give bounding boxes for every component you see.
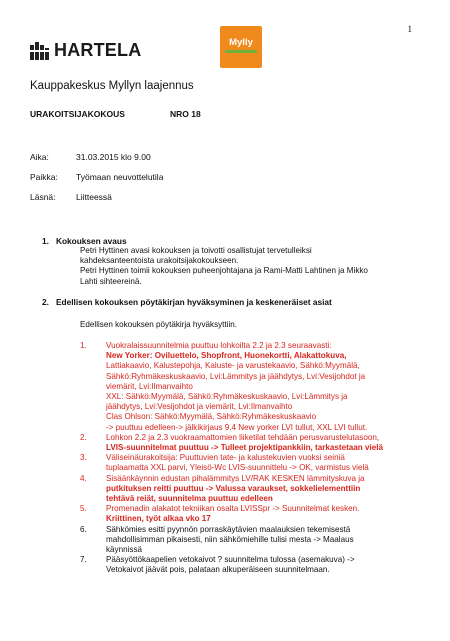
section-number: 2. (42, 297, 49, 307)
list-item: 7. Pääsyöttökaapelien vetokaivot ? suunnitelma tulossa (asemakuva) -> Vetokaivot jäävät pois, palataan alkuperäiseen suunnitelmaan. (80, 555, 355, 575)
page-number: 1 (407, 24, 412, 34)
text-line: Petri Hyttinen avasi kokouksen ja toivotti osallistujat tervetulleiksi (80, 246, 312, 255)
text-line: Lahti sihteereinä. (80, 276, 142, 286)
list-item: 5. Promenadin alakatot tekniikan osalta LVISSpr -> Suunnitelmat kesken. Kriittinen, työt alkaa vko 17 (80, 504, 360, 524)
list-item: 1. Vuokralaissuunnitelmia puuttuu lohkoilta 2.2 ja 2.3 seuraavasti: New Yorker: Oviluettelo, Shopfront, Huonekortti, Alakattokuva, Lattiakaavio, Kalustepohja, Kaluste- ja varustekaavio, Sähkö:Myymälä, Sähkö:Ryhmäkeskuskaavio, Lvi:Lämmitys ja jäähdytys, Lvi:Vesijohdot ja viemärit, Lvi:Ilmanvaihto XXL: Sähkö:Myymälä, Sähkö:Ryhmäkeskuskaavio, Lvi:Lämmitys ja jäähdytys, Lvi:Vesijohdot ja viemärit, Lvi:Ilmanvaihto Clas Ohlson: Sähkö:Myymälä, Sähkö:Ryhmäkeskuskaavio -> puuttuu edelleen-> jälkikirjaus 9.4 New yorker LVI tullut, XXL LVI tullut. (80, 341, 368, 432)
mylly-logo-text: Mylly (229, 37, 253, 48)
list-item: 2. Lohkon 2.2 ja 2.3 vuokraamattomien liiketilat tehdään perusvarustelutasoon, LVIS-suunnitelmat puuttuu -> Tulleet projektipankkiin, tarkastetaan vielä (80, 432, 383, 453)
section-2-intro: Edellisen kokouksen pöytäkirja hyväksyttiin. (80, 320, 238, 329)
meta-label: Paikka: (30, 172, 58, 182)
meta-value: 31.03.2015 klo 9.00 (76, 152, 151, 162)
meeting-number: NRO 18 (170, 109, 201, 119)
list-item: 3. Väliseinäurakoitsija: Puuttuvien tate- ja kalustekuvien vuoksi seiniä tuplaamatta XXL parvi, Yleisö-Wc LVIS-suunnittelu -> OK, varmistus vielä (80, 453, 369, 473)
section-1-body (80, 246, 368, 287)
text-line: Petri Hyttinen toimii kokouksen puheenjohtajana ja Rami-Matti Lahtinen ja Mikko (80, 266, 368, 276)
section-title: Edellisen kokouksen pöytäkirjan hyväksyminen ja keskeneräiset asiat (56, 297, 332, 307)
list-item: 6. Sähkömies esitti pyynnön porraskäytävien maalauksien tekemisestä mahdollisimman pikaisesti, niin sähkömiehille tulisi mesta -> Maalaus käynnissä (80, 524, 354, 555)
meeting-label: URAKOITSIJAKOKOUS (30, 109, 125, 119)
meta-row-present (30, 192, 112, 202)
meta-value: Työmaan neuvottelutila (76, 172, 164, 182)
hartela-logo-text: HARTELA (54, 40, 142, 60)
hartela-logo (30, 40, 141, 61)
mylly-logo-swoosh-icon (225, 50, 257, 53)
section-title: Kokouksen avaus (56, 236, 127, 246)
list-item: 4. Sisäänkäynnin edustan pihalämmitys LV/RAK KESKEN lämmityskuva ja putkituksen reitti puuttuu -> Valussa varaukset, sokkelielementtiin tehtävä reiät, suunnitelma puuttuu edelleen (80, 473, 365, 504)
meta-row-place (30, 172, 164, 182)
meta-value: Liitteessä (76, 192, 112, 202)
document-title: Kauppakeskus Myllyn laajennus (30, 80, 194, 92)
meeting-header (30, 109, 201, 119)
mylly-logo (220, 26, 262, 68)
meta-label: Aika: (30, 152, 49, 162)
open-items-list (80, 341, 420, 576)
text-line: kahdeksanteentoista urakoitsijakokoukseen. (80, 256, 239, 266)
section-number: 1. (42, 236, 49, 246)
meta-row-time (30, 152, 151, 162)
meta-label: Läsnä: (30, 192, 56, 202)
hartela-logo-icon (30, 42, 50, 60)
